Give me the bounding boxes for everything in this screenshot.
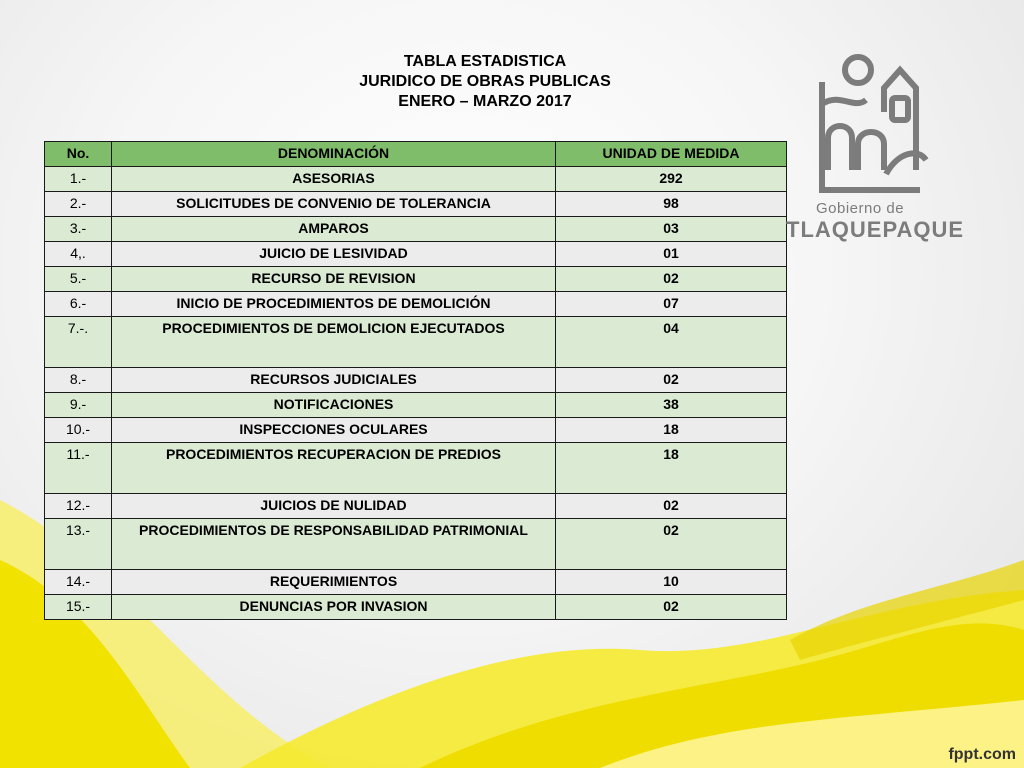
row-denominacion: NOTIFICACIONES <box>112 393 556 418</box>
watermark: fppt.com <box>948 746 1016 763</box>
row-value: 18 <box>556 443 787 494</box>
table-header-row <box>45 142 787 167</box>
table-row <box>45 418 787 443</box>
statistics-table <box>44 141 787 620</box>
logo-wordmark: TLAQUEPAQUE <box>786 217 965 242</box>
row-value: 292 <box>556 167 787 192</box>
row-value: 02 <box>556 595 787 620</box>
table-row <box>45 292 787 317</box>
row-denominacion: RECURSO DE REVISION <box>112 267 556 292</box>
row-number: 15.- <box>45 595 112 620</box>
row-number: 2.- <box>45 192 112 217</box>
row-denominacion: SOLICITUDES DE CONVENIO DE TOLERANCIA <box>112 192 556 217</box>
row-value: 38 <box>556 393 787 418</box>
row-number: 6.- <box>45 292 112 317</box>
row-denominacion: INSPECCIONES OCULARES <box>112 418 556 443</box>
table-row <box>45 217 787 242</box>
table-row <box>45 192 787 217</box>
table-row <box>45 393 787 418</box>
row-number: 9.- <box>45 393 112 418</box>
row-value: 01 <box>556 242 787 267</box>
row-number: 13.- <box>45 519 112 570</box>
table-row <box>45 267 787 292</box>
row-value: 02 <box>556 267 787 292</box>
table-row <box>45 317 787 368</box>
row-value: 04 <box>556 317 787 368</box>
row-denominacion: RECURSOS JUDICIALES <box>112 368 556 393</box>
row-denominacion: PROCEDIMIENTOS RECUPERACION DE PREDIOS <box>112 443 556 494</box>
logo-caption: Gobierno de <box>816 200 905 217</box>
row-number: 8.- <box>45 368 112 393</box>
row-denominacion: INICIO DE PROCEDIMIENTOS DE DEMOLICIÓN <box>112 292 556 317</box>
table-row <box>45 443 787 494</box>
row-value: 10 <box>556 570 787 595</box>
table-row <box>45 519 787 570</box>
header-no: No. <box>45 142 112 167</box>
row-number: 14.- <box>45 570 112 595</box>
row-value: 98 <box>556 192 787 217</box>
header-unidad-de-medida: UNIDAD DE MEDIDA <box>556 142 787 167</box>
row-denominacion: AMPAROS <box>112 217 556 242</box>
row-number: 11.- <box>45 443 112 494</box>
row-number: 10.- <box>45 418 112 443</box>
header-denominacion: DENOMINACIÓN <box>112 142 556 167</box>
row-value: 07 <box>556 292 787 317</box>
row-denominacion: PROCEDIMIENTOS DE RESPONSABILIDAD PATRIMONIAL <box>112 519 556 570</box>
row-number: 7.-. <box>45 317 112 368</box>
row-value: 18 <box>556 418 787 443</box>
title-line-1: TABLA ESTADISTICA <box>403 53 567 70</box>
row-denominacion: REQUERIMIENTOS <box>112 570 556 595</box>
row-denominacion: ASESORIAS <box>112 167 556 192</box>
row-number: 3.- <box>45 217 112 242</box>
row-value: 03 <box>556 217 787 242</box>
row-number: 12.- <box>45 494 112 519</box>
title-line-2: JURIDICO DE OBRAS PUBLICAS <box>359 73 611 90</box>
row-value: 02 <box>556 368 787 393</box>
row-value: 02 <box>556 494 787 519</box>
row-number: 5.- <box>45 267 112 292</box>
table-row <box>45 494 787 519</box>
slide-title <box>285 52 685 112</box>
row-denominacion: JUICIOS DE NULIDAD <box>112 494 556 519</box>
row-denominacion: JUICIO DE LESIVIDAD <box>112 242 556 267</box>
table-row <box>45 368 787 393</box>
table-row <box>45 167 787 192</box>
table-row <box>45 570 787 595</box>
row-denominacion: DENUNCIAS POR INVASION <box>112 595 556 620</box>
row-number: 4,. <box>45 242 112 267</box>
row-denominacion: PROCEDIMIENTOS DE DEMOLICION EJECUTADOS <box>112 317 556 368</box>
table-row <box>45 242 787 267</box>
row-value: 02 <box>556 519 787 570</box>
table-row <box>45 595 787 620</box>
row-number: 1.- <box>45 167 112 192</box>
title-line-3: ENERO – MARZO 2017 <box>398 93 572 110</box>
